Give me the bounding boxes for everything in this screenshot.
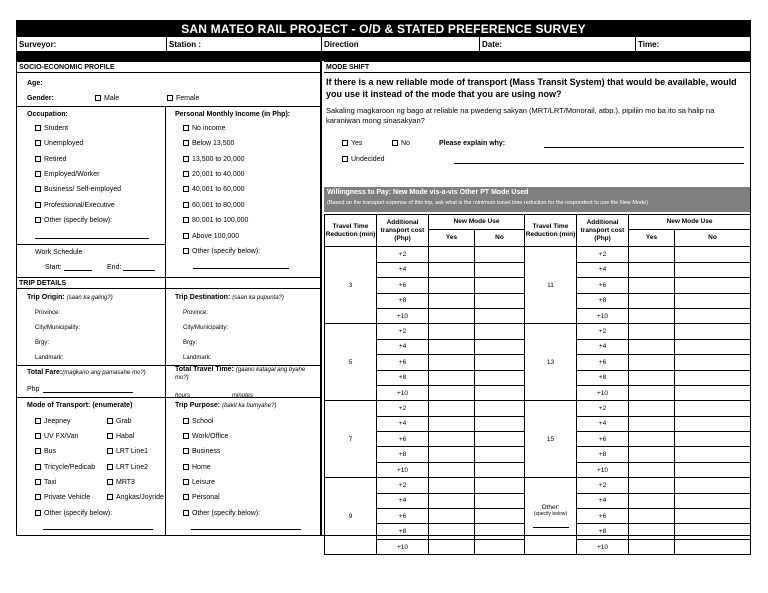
yes-cell[interactable]: [629, 370, 675, 385]
fare-label: Total Fare:(magkano ang pamasahe mo?): [27, 369, 146, 376]
checkbox-icon: [35, 433, 41, 439]
cost-value: +2: [577, 324, 629, 339]
income-option[interactable]: 20,001 to 40,000: [183, 170, 245, 179]
col-new-mode: New Mode Use: [629, 215, 751, 230]
no-cell[interactable]: [475, 539, 525, 554]
explain-label: Please explain why:: [439, 140, 506, 147]
no-cell[interactable]: [475, 339, 525, 354]
direction-field[interactable]: Direction: [322, 37, 480, 52]
cost-value: +6: [377, 432, 429, 447]
cost-value: +8: [377, 370, 429, 385]
cost-value: +8: [577, 524, 629, 539]
checkbox-icon: [183, 202, 189, 208]
cost-value: +2: [577, 401, 629, 416]
cost-value: +10: [577, 385, 629, 400]
station-field[interactable]: Station :: [167, 37, 322, 52]
mode-option[interactable]: Habal: [107, 432, 134, 441]
no-cell[interactable]: [675, 293, 751, 308]
occupation-option[interactable]: Student: [35, 124, 68, 133]
occupation-option[interactable]: Business/ Self-employed: [35, 185, 121, 194]
no-cell[interactable]: [475, 416, 525, 431]
cost-value: +10: [377, 539, 429, 554]
yes-cell[interactable]: [429, 539, 475, 554]
cost-value: +4: [577, 339, 629, 354]
cost-value: +2: [377, 247, 429, 262]
no-cell[interactable]: [475, 355, 525, 370]
checkbox-icon: [95, 95, 101, 101]
yes-cell[interactable]: [429, 432, 475, 447]
purpose-option[interactable]: Leisure: [183, 478, 215, 487]
origin-label: Trip Origin: (saan ka galing?): [27, 294, 113, 301]
fare-php-label: Php: [27, 386, 40, 393]
yes-cell[interactable]: [429, 462, 475, 477]
income-option[interactable]: 40,001 to 60,000: [183, 185, 245, 194]
minutes-label: minutes: [232, 393, 254, 397]
no-cell[interactable]: [675, 324, 751, 339]
purpose-option[interactable]: Business: [183, 447, 220, 456]
occupation-option[interactable]: Unemployed: [35, 139, 83, 148]
no-cell[interactable]: [675, 416, 751, 431]
yes-cell[interactable]: [629, 493, 675, 508]
checkbox-icon: [35, 510, 41, 516]
yes-cell[interactable]: [429, 447, 475, 462]
no-cell[interactable]: [475, 247, 525, 262]
checkbox-icon: [183, 171, 189, 177]
origin-province[interactable]: Province:: [35, 310, 61, 316]
income-option[interactable]: 60,001 to 80,000: [183, 201, 245, 210]
cost-value: +6: [577, 355, 629, 370]
checkbox-icon: [183, 156, 189, 162]
purpose-option[interactable]: Work/Office: [183, 432, 228, 441]
yes-cell[interactable]: [429, 262, 475, 277]
destination-label: Trip Destination: (saan ka pupunta?): [175, 294, 284, 301]
checkbox-icon: [183, 479, 189, 485]
purpose-option[interactable]: Home: [183, 463, 211, 472]
socio-section-title: SOCIO-ECONOMIC PROFILE: [17, 61, 320, 73]
work-start-label: Start:: [45, 264, 62, 271]
mode-shift-question: If there is a new reliable mode of transport (Mass Transit System) that would be available, would you use it instead of the mode that you are using now?: [326, 77, 737, 99]
checkbox-icon: [35, 464, 41, 470]
checkbox-icon: [35, 418, 41, 424]
wtp-table: [324, 214, 751, 555]
checkbox-icon: [183, 248, 189, 254]
origin-city[interactable]: City/Municipality:: [35, 325, 81, 331]
no-cell[interactable]: [675, 262, 751, 277]
no-cell[interactable]: [675, 432, 751, 447]
checkbox-icon: [167, 95, 173, 101]
cost-value: +4: [377, 339, 429, 354]
explain-line[interactable]: [544, 147, 744, 148]
no-cell[interactable]: [475, 385, 525, 400]
no-cell[interactable]: [675, 524, 751, 539]
destination-landmark[interactable]: Landmark:: [183, 355, 212, 361]
checkbox-icon: [35, 156, 41, 162]
mode-option[interactable]: Tricycle/Pedicab: [35, 463, 95, 472]
no-cell[interactable]: [475, 262, 525, 277]
mode-option[interactable]: Taxi: [35, 478, 56, 487]
work-schedule-label: Work Schedule: [35, 249, 83, 256]
yes-cell[interactable]: [629, 339, 675, 354]
income-option[interactable]: 13,500 to 20,000: [183, 155, 245, 164]
cost-value: +8: [377, 447, 429, 462]
trip-section-title: TRIP DETAILS: [17, 277, 320, 289]
mode-option[interactable]: UV FX/Van: [35, 432, 79, 441]
checkbox-icon: [183, 125, 189, 131]
income-option[interactable]: Below 13,500: [183, 139, 234, 148]
cost-value: +8: [377, 293, 429, 308]
occupation-option[interactable]: Other (specify below):: [35, 216, 112, 225]
answer-undecided[interactable]: Undecided: [342, 155, 384, 164]
yes-cell[interactable]: [629, 324, 675, 339]
checkbox-icon: [183, 510, 189, 516]
no-cell[interactable]: [475, 447, 525, 462]
mode-option[interactable]: MRT3: [107, 478, 135, 487]
work-end-label: End:: [107, 264, 122, 271]
occupation-option[interactable]: Professional/Executive: [35, 201, 115, 210]
col-additional-cost: Additional transport cost (Php): [577, 215, 629, 247]
no-cell[interactable]: [475, 278, 525, 293]
divider: [17, 106, 320, 107]
no-cell[interactable]: [675, 509, 751, 524]
yes-cell[interactable]: [429, 509, 475, 524]
yes-cell[interactable]: [629, 355, 675, 370]
mode-other-line[interactable]: [43, 529, 153, 530]
form-title: SAN MATEO RAIL PROJECT - O/D & STATED PREFERENCE SURVEY: [17, 21, 750, 37]
wtp-row: [325, 478, 751, 493]
col-no: No: [475, 230, 525, 247]
col-no: No: [675, 230, 751, 247]
no-cell[interactable]: [475, 370, 525, 385]
checkbox-icon: [183, 217, 189, 223]
checkbox-icon: [107, 494, 113, 500]
no-cell[interactable]: [675, 462, 751, 477]
checkbox-icon: [342, 156, 348, 162]
other-hint: (specify below): [533, 511, 568, 518]
cost-value: +2: [577, 247, 629, 262]
yes-cell[interactable]: [429, 478, 475, 493]
no-cell[interactable]: [475, 462, 525, 477]
travel-time-value: 11: [525, 247, 577, 324]
mode-option[interactable]: LRT Line2: [107, 463, 148, 472]
yes-cell[interactable]: [429, 278, 475, 293]
no-cell[interactable]: [675, 493, 751, 508]
yes-cell[interactable]: [629, 385, 675, 400]
no-cell[interactable]: [475, 524, 525, 539]
no-cell[interactable]: [475, 308, 525, 323]
checkbox-icon: [183, 494, 189, 500]
cost-value: +2: [377, 478, 429, 493]
travel-time-value: 7: [325, 401, 377, 478]
cost-value: +8: [577, 293, 629, 308]
travel-time-value: 9: [325, 478, 377, 555]
gender-female[interactable]: Female: [167, 94, 199, 103]
time-field[interactable]: Time:: [636, 37, 750, 52]
no-cell[interactable]: [675, 308, 751, 323]
cost-value: +6: [377, 509, 429, 524]
cost-value: +4: [577, 262, 629, 277]
travel-time-other: [525, 478, 577, 555]
date-field[interactable]: Date:: [480, 37, 636, 52]
occupation-label: Occupation:: [27, 111, 68, 118]
checkbox-icon: [107, 418, 113, 424]
yes-cell[interactable]: [429, 416, 475, 431]
origin-landmark[interactable]: Landmark:: [35, 355, 64, 361]
cost-value: +6: [577, 278, 629, 293]
travel-time-value: 3: [325, 247, 377, 324]
no-cell[interactable]: [475, 493, 525, 508]
mode-option[interactable]: Grab: [107, 417, 132, 426]
yes-cell[interactable]: [629, 539, 675, 554]
income-option[interactable]: 80,001 to 100,000: [183, 216, 248, 225]
yes-cell[interactable]: [629, 478, 675, 493]
checkbox-icon: [35, 217, 41, 223]
no-cell[interactable]: [675, 370, 751, 385]
no-cell[interactable]: [475, 432, 525, 447]
checkbox-icon: [107, 448, 113, 454]
mode-option[interactable]: Jeepney: [35, 417, 70, 426]
yes-cell[interactable]: [429, 493, 475, 508]
checkbox-icon: [107, 464, 113, 470]
checkbox-icon: [107, 433, 113, 439]
destination-brgy[interactable]: Brgy:: [183, 340, 198, 346]
travel-time-value: 5: [325, 324, 377, 401]
cost-value: +6: [377, 355, 429, 370]
col-yes: Yes: [429, 230, 475, 247]
cost-value: +10: [377, 308, 429, 323]
divider: [17, 244, 165, 245]
mode-option[interactable]: Angkas/Joyride: [107, 493, 164, 502]
checkbox-icon: [35, 202, 41, 208]
income-option[interactable]: Other (specify below):: [183, 247, 260, 256]
purpose-option[interactable]: Personal: [183, 493, 220, 502]
cost-value: +4: [577, 493, 629, 508]
checkbox-icon: [35, 125, 41, 131]
checkbox-icon: [183, 233, 189, 239]
origin-brgy[interactable]: Brgy:: [35, 340, 50, 346]
explain-line-2[interactable]: [454, 163, 744, 164]
work-end-line[interactable]: [123, 270, 155, 271]
mode-option[interactable]: Private Vehicle: [35, 493, 90, 502]
occupation-option[interactable]: Employed/Worker: [35, 170, 100, 179]
no-cell[interactable]: [475, 478, 525, 493]
income-option[interactable]: No income: [183, 124, 225, 133]
no-cell[interactable]: [675, 339, 751, 354]
yes-cell[interactable]: [429, 293, 475, 308]
yes-cell[interactable]: [429, 370, 475, 385]
gender-label: Gender:: [27, 95, 54, 102]
travel-time-label: Total Travel Time: (gaano katagal ang byahe mo?): [175, 366, 306, 381]
checkbox-icon: [35, 494, 41, 500]
checkbox-icon: [183, 186, 189, 192]
mode-option[interactable]: LRT Line1: [107, 447, 148, 456]
yes-cell[interactable]: [429, 324, 475, 339]
travel-time-value: 13: [525, 324, 577, 401]
work-start-line[interactable]: [64, 270, 92, 271]
occupation-other-line[interactable]: [35, 238, 149, 239]
no-cell[interactable]: [675, 278, 751, 293]
yes-cell[interactable]: [629, 432, 675, 447]
mode-option[interactable]: Other (specify below):: [35, 509, 112, 518]
left-column: [17, 61, 322, 536]
cost-value: +8: [577, 447, 629, 462]
no-cell[interactable]: [675, 447, 751, 462]
cost-value: +4: [577, 416, 629, 431]
survey-form: [16, 20, 751, 551]
divider: [165, 106, 166, 291]
yes-cell[interactable]: [629, 524, 675, 539]
occupation-option[interactable]: Retired: [35, 155, 67, 164]
income-other-line[interactable]: [193, 268, 289, 269]
mode-option[interactable]: Bus: [35, 447, 56, 456]
no-cell[interactable]: [475, 293, 525, 308]
cost-value: +8: [577, 370, 629, 385]
no-cell[interactable]: [475, 401, 525, 416]
cost-value: +6: [377, 278, 429, 293]
answer-yes[interactable]: Yes: [342, 139, 362, 148]
no-cell[interactable]: [675, 478, 751, 493]
yes-cell[interactable]: [429, 524, 475, 539]
col-new-mode: New Mode Use: [429, 215, 525, 230]
divider: [165, 289, 166, 536]
col-travel-time: Travel Time Reduction (min): [325, 215, 377, 247]
destination-province[interactable]: Province:: [183, 310, 209, 316]
checkbox-icon: [35, 171, 41, 177]
purpose-option[interactable]: Other (specify below):: [183, 509, 260, 518]
other-line[interactable]: [533, 527, 569, 528]
yes-cell[interactable]: [629, 509, 675, 524]
checkbox-icon: [35, 448, 41, 454]
gender-male[interactable]: Male: [95, 94, 119, 103]
yes-cell[interactable]: [629, 293, 675, 308]
yes-cell[interactable]: [629, 278, 675, 293]
yes-cell[interactable]: [629, 262, 675, 277]
age-label: Age:: [27, 80, 43, 87]
cost-value: +4: [377, 493, 429, 508]
cost-value: +2: [577, 478, 629, 493]
no-cell[interactable]: [675, 247, 751, 262]
mode-shift-question-tagalog: Sakaling magkaroon ng bago at reliable na pwedeng sakyan (MRT/LRT/Monorail, atbp.), pipiliin mo ba ito sa halip na karaniwan mong sinasakyan?: [326, 106, 715, 125]
right-column: [324, 61, 750, 551]
income-label: Personal Monthly Income (in Php):: [175, 111, 291, 118]
answer-no[interactable]: No: [392, 139, 410, 148]
yes-cell[interactable]: [629, 401, 675, 416]
cost-value: +2: [377, 324, 429, 339]
separator-bar: [17, 52, 750, 61]
mode-shift-section-title: MODE SHIFT: [324, 61, 750, 73]
yes-cell[interactable]: [629, 462, 675, 477]
fare-line[interactable]: [43, 392, 133, 393]
hours-label: hours: [175, 393, 191, 397]
checkbox-icon: [392, 140, 398, 146]
cost-value: +10: [577, 308, 629, 323]
wtp-banner: [324, 187, 750, 212]
no-cell[interactable]: [675, 355, 751, 370]
destination-city[interactable]: City/Municipality:: [183, 325, 229, 331]
yes-cell[interactable]: [429, 308, 475, 323]
yes-cell[interactable]: [429, 247, 475, 262]
divider: [17, 397, 320, 398]
checkbox-icon: [35, 479, 41, 485]
yes-cell[interactable]: [429, 355, 475, 370]
wtp-table-body: [325, 247, 751, 555]
col-additional-cost: Additional transport cost (Php): [377, 215, 429, 247]
cost-value: +10: [377, 462, 429, 477]
checkbox-icon: [183, 448, 189, 454]
other-label: Other:: [541, 504, 560, 512]
wtp-row: [325, 247, 751, 262]
col-travel-time: Travel Time Reduction (min): [525, 215, 577, 247]
cost-value: +10: [577, 462, 629, 477]
checkbox-icon: [342, 140, 348, 146]
yes-cell[interactable]: [629, 416, 675, 431]
cost-value: +6: [577, 509, 629, 524]
cost-value: +6: [577, 432, 629, 447]
wtp-row: [325, 401, 751, 416]
yes-cell[interactable]: [629, 247, 675, 262]
cost-value: +10: [577, 539, 629, 554]
purpose-option[interactable]: School: [183, 417, 213, 426]
yes-cell[interactable]: [429, 401, 475, 416]
yes-cell[interactable]: [429, 339, 475, 354]
yes-cell[interactable]: [629, 447, 675, 462]
checkbox-icon: [183, 433, 189, 439]
surveyor-field[interactable]: Surveyor:: [17, 37, 167, 52]
checkbox-icon: [183, 140, 189, 146]
purpose-other-line[interactable]: [191, 529, 301, 530]
income-option[interactable]: Above 100,000: [183, 232, 239, 241]
checkbox-icon: [107, 479, 113, 485]
checkbox-icon: [183, 418, 189, 424]
cost-value: +2: [377, 401, 429, 416]
travel-time-value: 15: [525, 401, 577, 478]
purpose-label: Trip Purpose: (bakit ka bumyahe?): [175, 402, 277, 409]
cost-value: +4: [377, 416, 429, 431]
checkbox-icon: [183, 464, 189, 470]
no-cell[interactable]: [475, 324, 525, 339]
checkbox-icon: [35, 186, 41, 192]
mode-label: Mode of Transport: (enumerate): [27, 402, 133, 409]
checkbox-icon: [35, 140, 41, 146]
yes-cell[interactable]: [429, 385, 475, 400]
no-cell[interactable]: [675, 539, 751, 554]
wtp-row: [325, 324, 751, 339]
yes-cell[interactable]: [629, 308, 675, 323]
no-cell[interactable]: [675, 385, 751, 400]
wtp-title: Willingness to Pay: New Mode vis-a-vis Other PT Mode Used: [327, 189, 529, 196]
cost-value: +10: [377, 385, 429, 400]
no-cell[interactable]: [675, 401, 751, 416]
cost-value: +4: [377, 262, 429, 277]
cost-value: +8: [377, 524, 429, 539]
col-yes: Yes: [629, 230, 675, 247]
no-cell[interactable]: [475, 509, 525, 524]
wtp-note: (Based on the transport expense of this trip, ask what is the minimum travel time reduction for the respondent to use the New Mode): [327, 200, 648, 206]
